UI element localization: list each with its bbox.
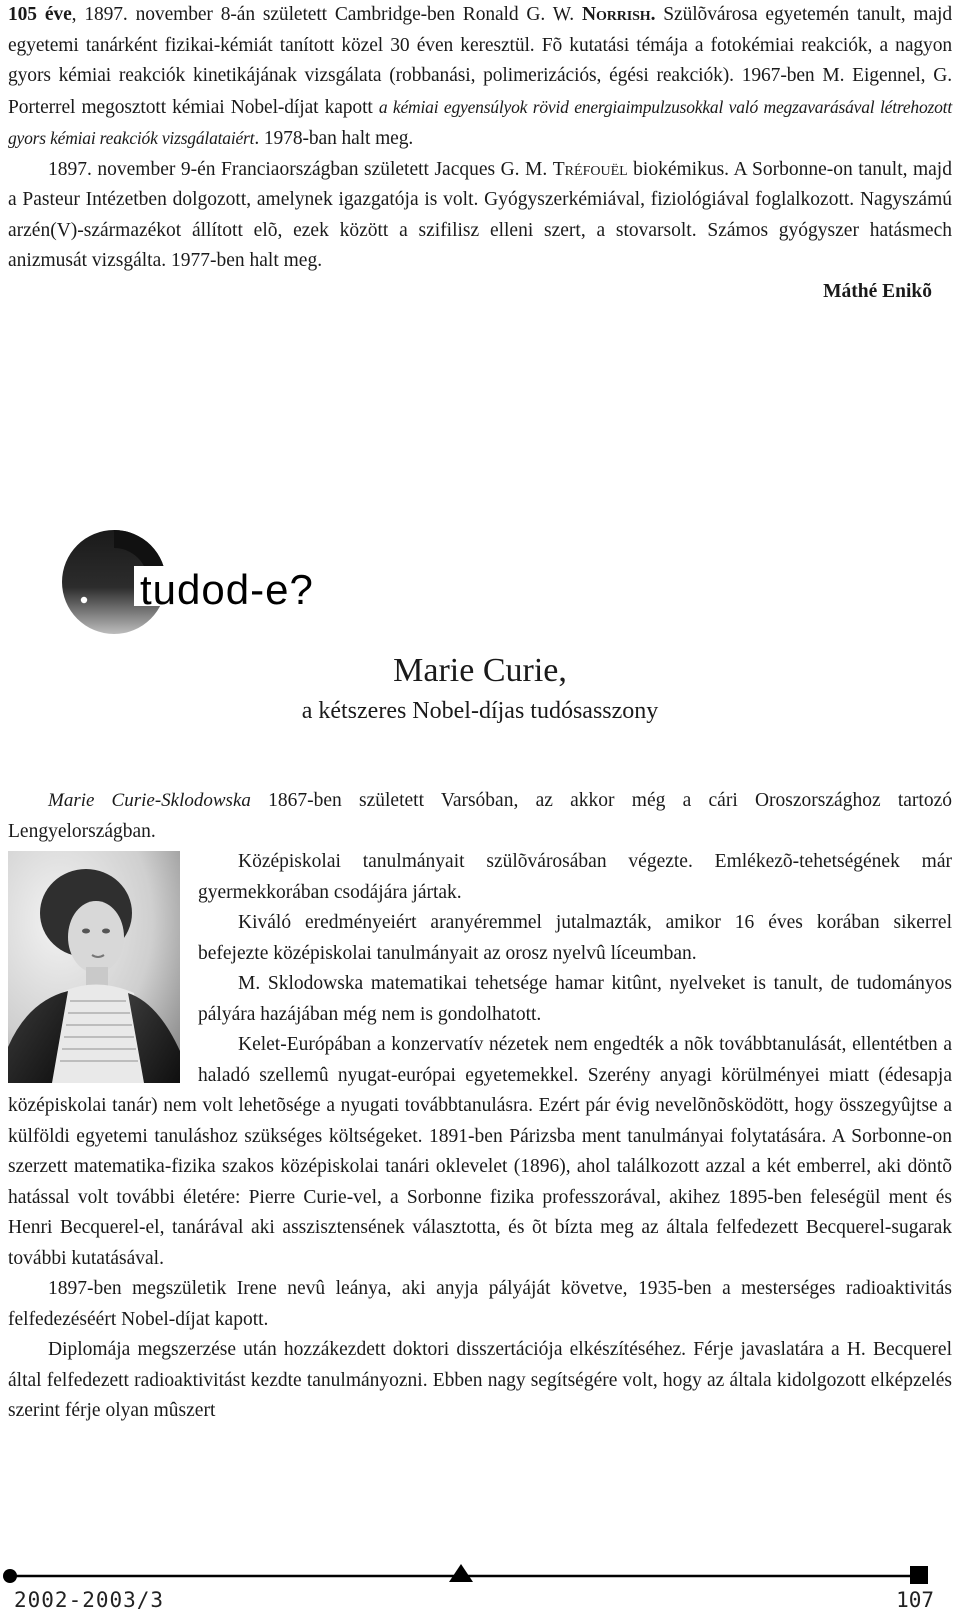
- intro-text: 1867-ben született Varsóban, az akkor még a cári Oroszországhoz tartozó Lengyelországban.: [8, 790, 952, 842]
- intro-paragraph: [8, 786, 952, 847]
- author-name: Máthé Enikõ: [823, 280, 932, 302]
- portrait-image: [8, 851, 180, 1083]
- page-footer: [0, 1574, 960, 1616]
- footer-triangle-icon: [449, 1564, 473, 1582]
- footer-circle-icon: [3, 1569, 17, 1583]
- marie-curie-portrait: [8, 851, 180, 1083]
- paragraph-studies-paris: Kelet-Európában a konzervatív nézetek nem engedték a nõk továbbtanulását, ellentétben a haladó szellemû nyugat-európai egyetemekkel. Szerény anyagi körülményei miatt (édesapja középiskolai tanár) nem volt lehetõsége a nyugati továbbtanulásra. Ezért pár évig nevelõnõsködött, hogy összegyûjtse a külföldi egyetemi tanuláshoz szükséges költségeket. 1891-ben Párizsba ment tanulmányai folytatására. A Sorbonne-on szerzett matematika-fizika szakos középiskolai tanári oklevelet (1896), ahol találkozott azzal a két emberrel, aki döntõ hatással volt további életére: Pierre Curie-vel, a Sorbonne fizika professzorával, akihez 1895-ben feleségül ment és Henri Becquerel-el, tanárával aki asszisztensének választotta, és õt bízta meg az általa felfedezett Becquerel-sugarak további kutatásával.: [8, 1034, 952, 1269]
- trefouel-paragraph: [8, 155, 952, 277]
- article-body: [8, 786, 952, 1427]
- norrish-paragraph: [8, 0, 952, 155]
- norrish-text-2: Szülõvárosa egyetemén tanult, majd egyetemi tanárként fizikai-kémiát tanított közel 30 éven keresztül. Fõ kutatási témája a fotokémiai reakciók, a nagyon gyors kémiai reakciók kinetikájának vizsgálata (robbanási, polimerizációs, égési reakciók). 1967-ben M. Eigennel, G. Porterrel megosztott kémiai Nobel-díjat kapott: [8, 4, 952, 118]
- paragraph-math-talent: M. Sklodowska matematikai tehetsége hamar kitûnt, nyelveket is tanult, de tudományos pályára hazájában még nem is gondolhatott.: [198, 973, 952, 1025]
- paragraph-school: Középiskolai tanulmányait szülõvárosában végezte. Emlékezõ-tehetségének már gyermekkorában csodájára jártak.: [198, 851, 952, 903]
- paragraph-gold-medal: Kiváló eredményeiért aranyéremmel jutalmazták, amikor 16 éves korában sikerrel befejezte középiskolai tanulmányait az orosz nyelvû líceumban.: [198, 912, 952, 964]
- trefouel-text: 1897. november 9-én Franciaországban született Jacques G. M.: [48, 158, 553, 180]
- trefouel-text-2: biokémikus. A Sorbonne-on tanult, majd a Pasteur Intézetben dolgozott, amelynek igazgatója is volt. Gyógyszerkémiával, fiziológiával foglalkozott. Nagyszámú arzén(V)-származékot állított elõ, ezek között a szifilisz elleni szert, a stovarsolt. Számos gyógyszer hatásmech anizmusát vizsgálta. 1977-ben halt meg.: [8, 158, 952, 271]
- footer-square-icon: [910, 1566, 928, 1584]
- article-title-block: [8, 650, 952, 728]
- logo-word: tudod-e?: [140, 566, 314, 613]
- norrish-text: , 1897. november 8-án született Cambridge-ben Ronald G. W.: [71, 4, 582, 25]
- trefouel-name: Tréfouël: [552, 158, 628, 180]
- issue-number: 2002-2003/3: [14, 1588, 165, 1612]
- nobel-citation: a kémiai egyensúlyok rövid energiaimpulzusokkal való megzavarásával létrehozott gyors kémiai reakciók vizsgálataiért: [8, 96, 952, 148]
- article-subtitle: a kétszeres Nobel-díjas tudósasszony: [301, 698, 659, 724]
- tudod-e-logo: [52, 528, 412, 648]
- top-section: [8, 0, 952, 307]
- norrish-name: Norrish.: [581, 4, 656, 25]
- article-title: Marie Curie,: [393, 652, 567, 689]
- page-number: 107: [896, 1588, 934, 1612]
- paragraph-dissertation: Diplomája megszerzése után hozzákezdett doktori disszertációja elkészítéséhez. Férje javaslatára a H. Becquerel által felfedezett radioaktivitást kezdte tanulmányozni. Ebben nagy segítségére volt, hogy az általa kidolgozott elképzelés szerint férje olyan mûszert: [8, 1339, 952, 1421]
- anniversary-lead: 105 éve: [8, 4, 72, 25]
- norrish-end: . 1978-ban halt meg.: [254, 128, 414, 149]
- paragraph-irene: 1897-ben megszületik Irene nevû leánya, aki anyja pályáját követve, 1935-ben a mesterséges radioaktivitás felfedezéséért Nobel-díjat kapott.: [8, 1278, 952, 1330]
- curie-full-name: Marie Curie-Sklodowska: [48, 790, 251, 811]
- footer-rule: [0, 1564, 960, 1584]
